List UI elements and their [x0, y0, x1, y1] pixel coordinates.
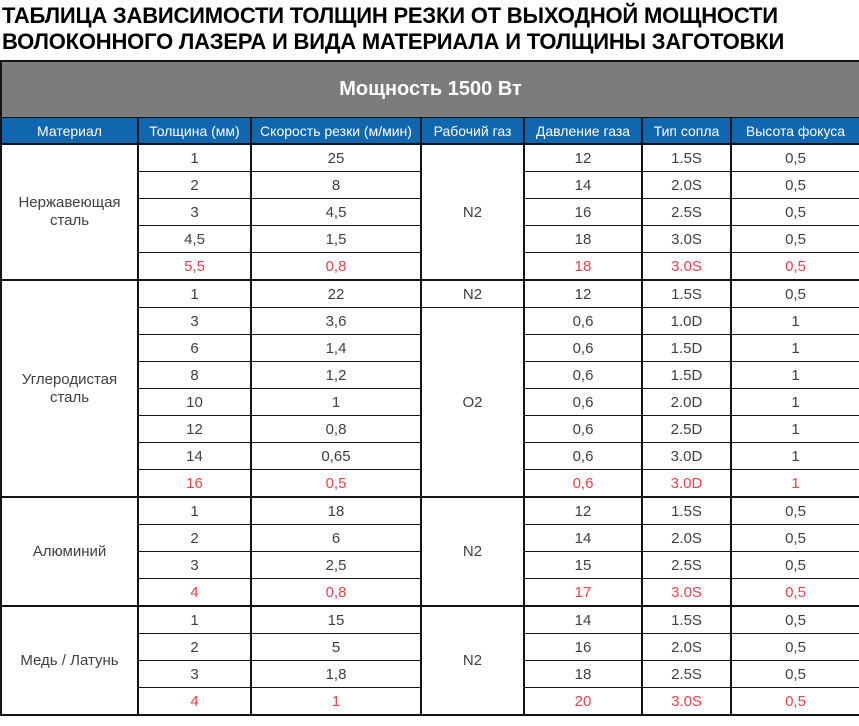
cell-pressure: 18 — [524, 253, 642, 281]
cell-nozzle: 1.5D — [642, 335, 731, 362]
cell-pressure: 14 — [524, 172, 642, 199]
title-line-2: ВОЛОКОННОГО ЛАЗЕРА И ВИДА МАТЕРИАЛА И ТОЛЩИНЫ ЗАГОТОВКИ — [2, 29, 785, 54]
cell-pressure: 0,6 — [524, 416, 642, 443]
cell-thickness: 4 — [138, 579, 251, 607]
cell-speed: 1,5 — [251, 226, 421, 253]
power-band-label: Мощность 1500 Вт — [1, 61, 859, 118]
cell-speed: 0,65 — [251, 443, 421, 470]
cell-pressure: 0,6 — [524, 308, 642, 335]
cell-pressure: 16 — [524, 634, 642, 661]
cell-speed: 5 — [251, 634, 421, 661]
cell-focus: 1 — [731, 389, 859, 416]
cell-focus: 0,5 — [731, 606, 859, 634]
cell-pressure: 14 — [524, 606, 642, 634]
cell-material: Медь / Латунь — [1, 606, 138, 715]
cell-nozzle: 2.0D — [642, 389, 731, 416]
cell-gas: N2 — [421, 280, 524, 308]
cutting-parameters-table — [0, 60, 859, 716]
cell-focus: 0,5 — [731, 253, 859, 281]
cell-focus: 1 — [731, 362, 859, 389]
cell-speed: 0,8 — [251, 416, 421, 443]
cell-speed: 0,5 — [251, 470, 421, 498]
cell-pressure: 18 — [524, 226, 642, 253]
cell-nozzle: 2.5S — [642, 661, 731, 688]
table-row — [1, 280, 859, 308]
power-band-row — [1, 61, 859, 118]
column-header-focus: Высота фокуса — [731, 118, 859, 145]
cell-pressure: 18 — [524, 661, 642, 688]
cell-thickness: 12 — [138, 416, 251, 443]
cell-speed: 3,6 — [251, 308, 421, 335]
cell-pressure: 12 — [524, 280, 642, 308]
cell-speed: 18 — [251, 497, 421, 525]
column-header-thickness: Толщина (мм) — [138, 118, 251, 145]
cell-focus: 1 — [731, 416, 859, 443]
cell-pressure: 0,6 — [524, 470, 642, 498]
cell-gas: O2 — [421, 308, 524, 498]
cell-nozzle: 2.5S — [642, 552, 731, 579]
cell-thickness: 3 — [138, 308, 251, 335]
cell-nozzle: 2.0S — [642, 634, 731, 661]
table-row — [1, 606, 859, 634]
cell-thickness: 5,5 — [138, 253, 251, 281]
cell-material: Алюминий — [1, 497, 138, 606]
cell-nozzle: 3.0S — [642, 253, 731, 281]
table-row — [1, 497, 859, 525]
cell-pressure: 0,6 — [524, 389, 642, 416]
cell-speed: 8 — [251, 172, 421, 199]
column-header-row — [1, 118, 859, 145]
cell-pressure: 15 — [524, 552, 642, 579]
cell-focus: 1 — [731, 308, 859, 335]
cell-speed: 6 — [251, 525, 421, 552]
cell-pressure: 20 — [524, 688, 642, 716]
cell-nozzle: 1.0D — [642, 308, 731, 335]
column-header-material: Материал — [1, 118, 138, 145]
cell-thickness: 4 — [138, 688, 251, 716]
cell-nozzle: 2.5D — [642, 416, 731, 443]
cell-speed: 22 — [251, 280, 421, 308]
cell-pressure: 0,6 — [524, 443, 642, 470]
cell-speed: 4,5 — [251, 199, 421, 226]
cell-speed: 0,8 — [251, 579, 421, 607]
cell-nozzle: 1.5S — [642, 606, 731, 634]
cell-thickness: 1 — [138, 280, 251, 308]
cell-pressure: 12 — [524, 497, 642, 525]
cell-nozzle: 1.5S — [642, 144, 731, 172]
cell-pressure: 0,6 — [524, 335, 642, 362]
cell-focus: 0,5 — [731, 579, 859, 607]
page-title — [0, 0, 859, 60]
cell-focus: 0,5 — [731, 634, 859, 661]
cell-pressure: 0,6 — [524, 362, 642, 389]
column-header-gas: Рабочий газ — [421, 118, 524, 145]
cell-focus: 0,5 — [731, 661, 859, 688]
cell-thickness: 10 — [138, 389, 251, 416]
cell-speed: 15 — [251, 606, 421, 634]
cell-speed: 1 — [251, 688, 421, 716]
cell-nozzle: 3.0D — [642, 470, 731, 498]
cell-speed: 1,4 — [251, 335, 421, 362]
cell-nozzle: 3.0S — [642, 688, 731, 716]
cell-thickness: 8 — [138, 362, 251, 389]
cell-speed: 1 — [251, 389, 421, 416]
cell-speed: 1,2 — [251, 362, 421, 389]
cell-focus: 0,5 — [731, 144, 859, 172]
cell-nozzle: 1.5S — [642, 497, 731, 525]
cell-nozzle: 3.0S — [642, 226, 731, 253]
cell-focus: 0,5 — [731, 525, 859, 552]
cell-focus: 0,5 — [731, 199, 859, 226]
cell-thickness: 3 — [138, 661, 251, 688]
cell-focus: 1 — [731, 470, 859, 498]
column-header-nozzle: Тип сопла — [642, 118, 731, 145]
table-row — [1, 144, 859, 172]
cell-pressure: 17 — [524, 579, 642, 607]
cell-thickness: 6 — [138, 335, 251, 362]
cell-speed: 2,5 — [251, 552, 421, 579]
cell-focus: 0,5 — [731, 226, 859, 253]
cell-gas: N2 — [421, 606, 524, 715]
cell-focus: 1 — [731, 335, 859, 362]
cell-nozzle: 2.0S — [642, 172, 731, 199]
cell-pressure: 12 — [524, 144, 642, 172]
cell-speed: 0,8 — [251, 253, 421, 281]
cell-thickness: 1 — [138, 144, 251, 172]
cell-nozzle: 1.5S — [642, 280, 731, 308]
cell-thickness: 16 — [138, 470, 251, 498]
cell-thickness: 2 — [138, 525, 251, 552]
cell-speed: 1,8 — [251, 661, 421, 688]
cell-focus: 0,5 — [731, 497, 859, 525]
cell-nozzle: 3.0S — [642, 579, 731, 607]
cell-thickness: 2 — [138, 634, 251, 661]
cell-pressure: 14 — [524, 525, 642, 552]
cell-nozzle: 2.0S — [642, 525, 731, 552]
cell-thickness: 3 — [138, 199, 251, 226]
cell-nozzle: 1.5D — [642, 362, 731, 389]
cell-thickness: 1 — [138, 497, 251, 525]
cell-thickness: 4,5 — [138, 226, 251, 253]
cell-nozzle: 3.0D — [642, 443, 731, 470]
cell-thickness: 2 — [138, 172, 251, 199]
cell-nozzle: 2.5S — [642, 199, 731, 226]
cell-material: Нержавеющая сталь — [1, 144, 138, 280]
title-line-1: ТАБЛИЦА ЗАВИСИМОСТИ ТОЛЩИН РЕЗКИ ОТ ВЫХОДНОЙ МОЩНОСТИ — [2, 3, 778, 28]
cell-pressure: 16 — [524, 199, 642, 226]
cell-thickness: 14 — [138, 443, 251, 470]
cell-focus: 0,5 — [731, 688, 859, 716]
cell-speed: 25 — [251, 144, 421, 172]
cell-material: Углеродистая сталь — [1, 280, 138, 497]
cell-focus: 0,5 — [731, 552, 859, 579]
cell-focus: 0,5 — [731, 172, 859, 199]
cell-gas: N2 — [421, 497, 524, 606]
column-header-pressure: Давление газа — [524, 118, 642, 145]
cell-focus: 1 — [731, 443, 859, 470]
cell-gas: N2 — [421, 144, 524, 280]
cell-thickness: 3 — [138, 552, 251, 579]
cell-thickness: 1 — [138, 606, 251, 634]
cell-focus: 0,5 — [731, 280, 859, 308]
column-header-speed: Скорость резки (м/мин) — [251, 118, 421, 145]
